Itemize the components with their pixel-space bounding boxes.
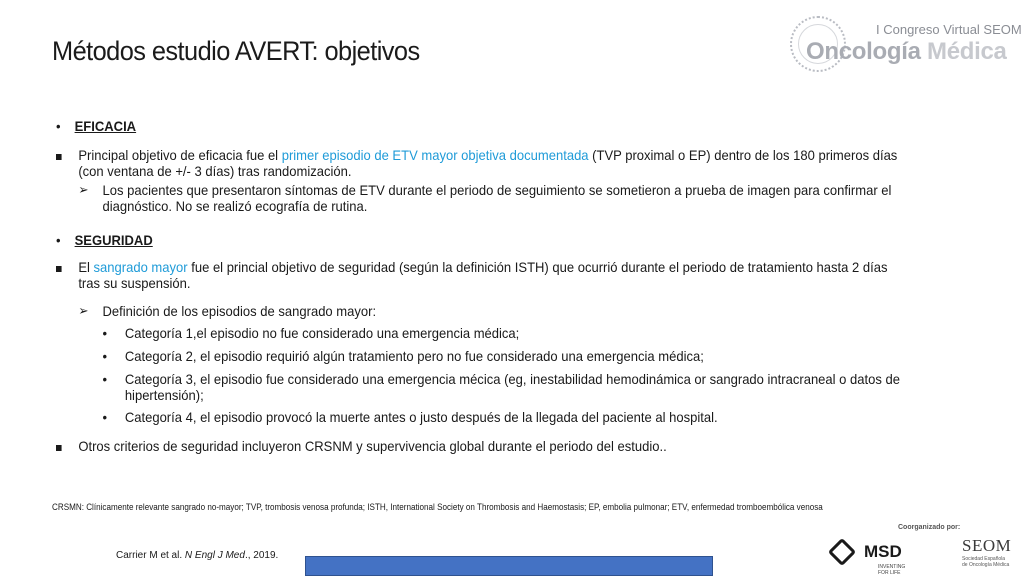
square-bullet-icon: [56, 259, 75, 275]
category-text: Categoría 3, el episodio fue considerado una emergencia mécica (eg, inestabilidad hemodinámica or sangrado intracraneal o datos de hipertensión);: [124, 371, 900, 403]
square-bullet-icon: [56, 147, 75, 163]
logo-congress-name: I Congreso Virtual SEOM: [876, 22, 1022, 37]
section-seguridad: [56, 232, 912, 248]
category-text: Categoría 2, el episodio requirió algún tratamiento pero no fue considerado una emergencia médica;: [124, 348, 704, 364]
eficacia-text-pre: Principal objetivo de eficacia fue el: [78, 147, 282, 163]
category-item: [56, 371, 912, 403]
seguridad-text-post: fue el princial objetivo de seguridad (según la definición ISTH) que ocurrió durante el periodo de tratamiento hasta 2 días tras su suspensión.: [78, 259, 888, 291]
bullet: •: [102, 348, 108, 364]
citation-journal: N Engl J Med: [184, 550, 245, 561]
category-item: [56, 348, 912, 364]
seom-sub2: de Oncología Médica: [962, 562, 1010, 568]
arrow-bullet-icon: ➢: [78, 182, 89, 197]
msd-name: MSD: [864, 542, 902, 561]
seguridad-subpoint: [56, 303, 912, 319]
eficacia-primary-objective: [56, 147, 912, 179]
slide-title: Métodos estudio AVERT: objetivos: [52, 36, 420, 66]
eficacia-text-post: (TVP proximal o EP) dentro de los 180 primeros días (con ventana de +/- 3 días) tras randomización.: [78, 147, 898, 179]
category-item: [56, 409, 912, 425]
bullet: •: [56, 232, 61, 248]
eficacia-subpoint: [56, 182, 912, 214]
bullet: •: [102, 409, 108, 425]
citation: [116, 550, 278, 561]
abbreviations-footnote: CRSMN: Clínicamente relevante sangrado no-mayor; TVP, trombosis venosa profunda; ISTH, International Society on Thrombosis and Haemostasis; EP, embolia pulmonar; ETV, enfermedad tromboembólica venosa: [52, 502, 823, 512]
eficacia-subpoint-text: Los pacientes que presentaron síntomas de ETV durante el periodo de seguimiento se sometieron a prueba de imagen para confirmar el diagnóstico. No se realizó ecografía de rutina.: [102, 182, 892, 214]
seom-sub1: Sociedad Española: [962, 556, 1006, 562]
congress-logo: [790, 14, 1020, 78]
logo-wordmark-b: Médica: [920, 38, 1007, 65]
blue-footer-bar: [305, 556, 713, 576]
arrow-bullet-icon: ➢: [78, 303, 89, 318]
msd-mark-icon: [828, 538, 856, 566]
section-heading-eficacia: EFICACIA: [74, 118, 137, 134]
seguridad-primary-objective: [56, 259, 912, 291]
eficacia-highlight: primer episodio de ETV mayor objetiva documentada: [281, 147, 589, 163]
category-text: Categoría 4, el episodio provocó la muerte antes o justo después de la llegada del paciente al hospital.: [124, 409, 718, 425]
bullet: •: [102, 371, 108, 387]
square-bullet-icon: [56, 438, 75, 454]
seguridad-text-pre: El: [78, 259, 94, 275]
logo-wordmark-a: Oncología: [806, 38, 921, 65]
coorganizer-label: Coorganizado por:: [898, 524, 961, 531]
bullet: •: [102, 325, 108, 341]
msd-logo: [832, 538, 912, 576]
msd-tagline: INVENTING FOR LIFE: [878, 564, 906, 576]
category-text: Categoría 1,el episodio no fue considerado una emergencia médica;: [124, 325, 520, 341]
seom-logo: [962, 536, 1022, 568]
seguridad-other-criteria: [56, 438, 912, 454]
logo-wordmark: [806, 38, 1007, 66]
seguridad-subpoint-text: Definición de los episodios de sangrado mayor:: [102, 303, 377, 319]
category-item: [56, 325, 912, 341]
seom-name: SEOM: [962, 536, 1012, 555]
other-criteria-text: Otros criterios de seguridad incluyeron CRSNM y supervivencia global durante el periodo del estudio..: [78, 438, 667, 454]
citation-year: ., 2019.: [244, 550, 279, 561]
section-eficacia: [56, 118, 912, 134]
seguridad-highlight: sangrado mayor: [93, 259, 188, 275]
citation-authors: Carrier M et al.: [116, 550, 185, 561]
slide-body: [56, 118, 912, 454]
bullet: •: [56, 118, 61, 134]
section-heading-seguridad: SEGURIDAD: [74, 232, 153, 248]
